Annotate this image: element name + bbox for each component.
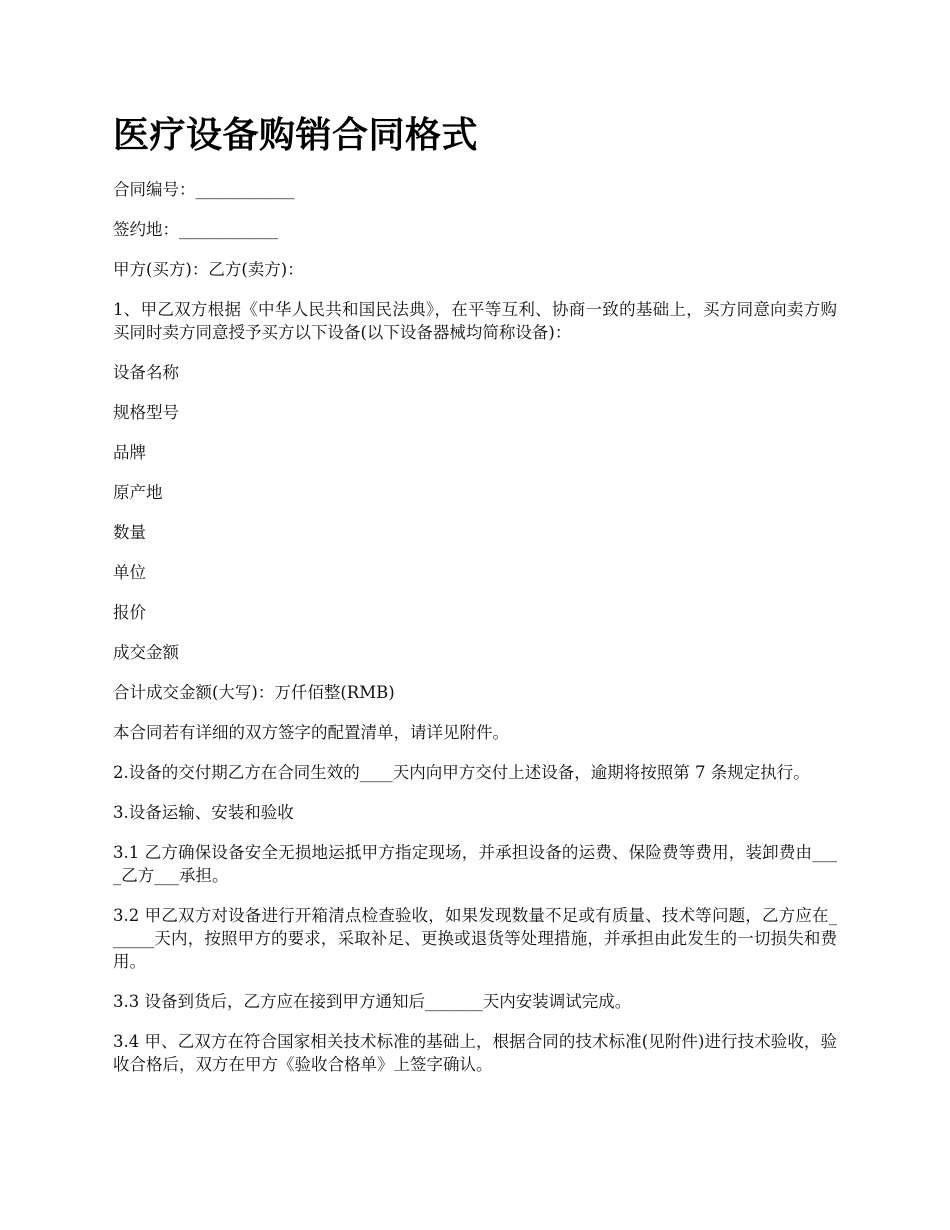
contract-number-line: 合同编号：____________ (113, 180, 295, 199)
clause-3-4: 3.4 甲、乙双方在符合国家相关技术标准的基础上，根据合同的技术标准(见附件)进行技术验收，验收合格后，双方在甲方《验收合格单》上签字确认。 (113, 1032, 837, 1074)
clause-3-2: 3.2 甲乙双方对设备进行开箱清点检查验收，如果发现数量不足或有质量、技术等问题，乙方应在______天内，按照甲方的要求，采取补足、更换或退货等处理措施，并承担由此发生的一切损失和费用。 (113, 906, 837, 971)
attachment-note: 本合同若有详细的双方签字的配置清单，请详见附件。 (113, 723, 509, 742)
clause-3-1: 3.1 乙方确保设备安全无损地运抵甲方指定现场，并承担设备的运费、保险费等费用，装卸费由____乙方___承担。 (113, 843, 837, 885)
total-amount-line: 合计成交金额(大写)：万仟佰整(RMB) (113, 683, 395, 702)
item-deal-amount: 成交金额 (113, 643, 179, 662)
document-page (113, 112, 837, 1093)
clause-2: 2.设备的交付期乙方在合同生效的____天内向甲方交付上述设备，逾期将按照第 7 条规定执行。 (113, 763, 810, 782)
item-equipment-name: 设备名称 (113, 363, 179, 382)
clause-1: 1、甲乙双方根据《中华人民共和国民法典》，在平等互利、协商一致的基础上，买方同意向卖方购买同时卖方同意授予买方以下设备(以下设备器械均简称设备)： (113, 300, 837, 342)
item-unit: 单位 (113, 563, 146, 582)
document-title: 医疗设备购销合同格式 (113, 115, 479, 156)
clause-3-3: 3.3 设备到货后，乙方应在接到甲方通知后_______天内安装调试完成。 (113, 992, 632, 1011)
clause-3-heading: 3.设备运输、安装和验收 (113, 803, 294, 822)
item-origin: 原产地 (113, 483, 163, 502)
item-quote: 报价 (113, 603, 146, 622)
item-quantity: 数量 (113, 523, 146, 542)
item-brand: 品牌 (113, 443, 146, 462)
item-model: 规格型号 (113, 403, 179, 422)
parties-line: 甲方(买方)：乙方(卖方)： (113, 260, 304, 279)
signing-place-line: 签约地：____________ (113, 220, 278, 239)
